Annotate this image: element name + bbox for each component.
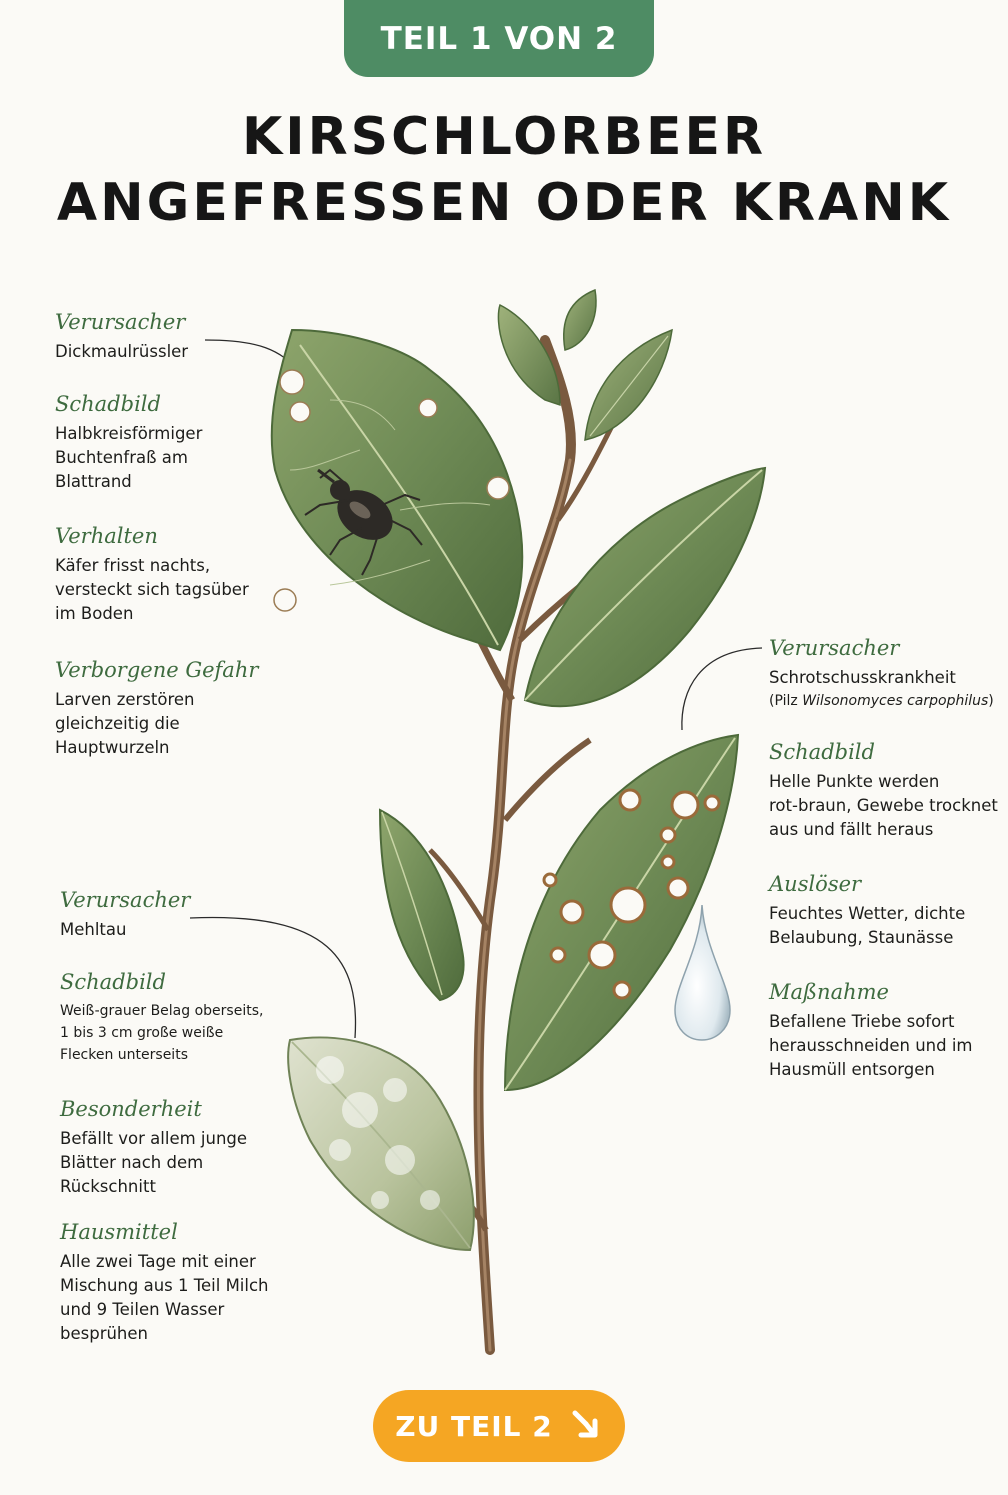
weevil-cause-block	[55, 308, 285, 364]
mildew-damage-line: Flecken unterseits	[60, 1047, 188, 1063]
shothole-damage-line: aus und fällt heraus	[769, 820, 934, 839]
shothole-action-line: Befallene Triebe sofort	[769, 1012, 955, 1031]
mildew-remedy-label: Hausmittel	[60, 1220, 178, 1244]
mildew-damage-line: 1 bis 3 cm große weiße	[60, 1025, 224, 1041]
mildew-remedy-line: Mischung aus 1 Teil Milch	[60, 1276, 269, 1295]
title-line-2: ANGEFRESSEN ODER KRANK	[56, 173, 952, 233]
weevil-hidden-danger-block	[55, 656, 285, 760]
mildew-cause-block	[60, 886, 300, 942]
mildew-remedy-line: besprühen	[60, 1324, 149, 1343]
weevil-behavior-line: versteckt sich tagsüber	[55, 580, 249, 599]
shothole-action-block	[769, 978, 999, 1082]
weevil-behavior-line: im Boden	[55, 604, 134, 623]
mildew-special-line: Blätter nach dem	[60, 1153, 204, 1172]
next-part-button[interactable]	[373, 1390, 625, 1462]
part-badge: TEIL 1 VON 2	[344, 0, 654, 77]
weevil-damage-line: Buchtenfraß am	[55, 448, 188, 467]
weevil-damage-line: Blattrand	[55, 472, 132, 491]
mildew-special-block	[60, 1095, 300, 1199]
mildew-cause-value: Mehltau	[60, 920, 127, 939]
mildew-cause-label: Verursacher	[60, 888, 191, 912]
shothole-damage-label: Schadbild	[769, 740, 875, 764]
mildew-special-line: Rückschnitt	[60, 1177, 156, 1196]
weevil-damage-line: Halbkreisförmiger	[55, 424, 203, 443]
weevil-damage-label: Schadbild	[55, 392, 161, 416]
shothole-action-label: Maßnahme	[769, 980, 889, 1004]
weevil-hidden-label: Verborgene Gefahr	[55, 658, 259, 682]
mildew-damage-line: Weiß-grauer Belag oberseits,	[60, 1003, 264, 1019]
weevil-behavior-label: Verhalten	[55, 524, 158, 548]
shothole-cause-label: Verursacher	[769, 636, 900, 660]
shothole-cause-value: Schrotschusskrankheit	[769, 668, 956, 687]
shothole-action-line: herausschneiden und im	[769, 1036, 973, 1055]
weevil-hidden-line: gleichzeitig die	[55, 714, 180, 733]
weevil-damage-block	[55, 390, 285, 494]
shothole-trigger-line: Feuchtes Wetter, dichte	[769, 904, 966, 923]
shothole-trigger-block	[769, 870, 999, 950]
weevil-hidden-line: Larven zerstören	[55, 690, 195, 709]
shothole-trigger-line: Belaubung, Staunässe	[769, 928, 954, 947]
weevil-cause-value: Dickmaulrüssler	[55, 342, 189, 361]
shothole-action-line: Hausmüll entsorgen	[769, 1060, 935, 1079]
mildew-special-label: Besonderheit	[60, 1097, 202, 1121]
shothole-damage-block	[769, 738, 999, 842]
mildew-special-line: Befällt vor allem junge	[60, 1129, 248, 1148]
shothole-damage-line: rot-braun, Gewebe trocknet	[769, 796, 998, 815]
shothole-damage-line: Helle Punkte werden	[769, 772, 940, 791]
mildew-remedy-line: und 9 Teilen Wasser	[60, 1300, 225, 1319]
arrow-down-right-icon	[569, 1409, 603, 1443]
weevil-behavior-line: Käfer frisst nachts,	[55, 556, 211, 575]
shothole-cause-note: (Pilz Wilsonomyces carpophilus)	[769, 693, 994, 709]
next-part-label: ZU TEIL 2	[395, 1409, 553, 1443]
weevil-hidden-line: Hauptwurzeln	[55, 738, 170, 757]
title-line-1: KIRSCHLORBEER	[241, 107, 767, 167]
mildew-remedy-block	[60, 1218, 300, 1346]
mildew-damage-block	[60, 968, 300, 1066]
mildew-remedy-line: Alle zwei Tage mit einer	[60, 1252, 256, 1271]
mildew-damage-label: Schadbild	[60, 970, 166, 994]
shothole-cause-block	[769, 634, 999, 712]
shothole-trigger-label: Auslöser	[769, 872, 862, 896]
weevil-behavior-block	[55, 522, 285, 626]
weevil-cause-label: Verursacher	[55, 310, 186, 334]
